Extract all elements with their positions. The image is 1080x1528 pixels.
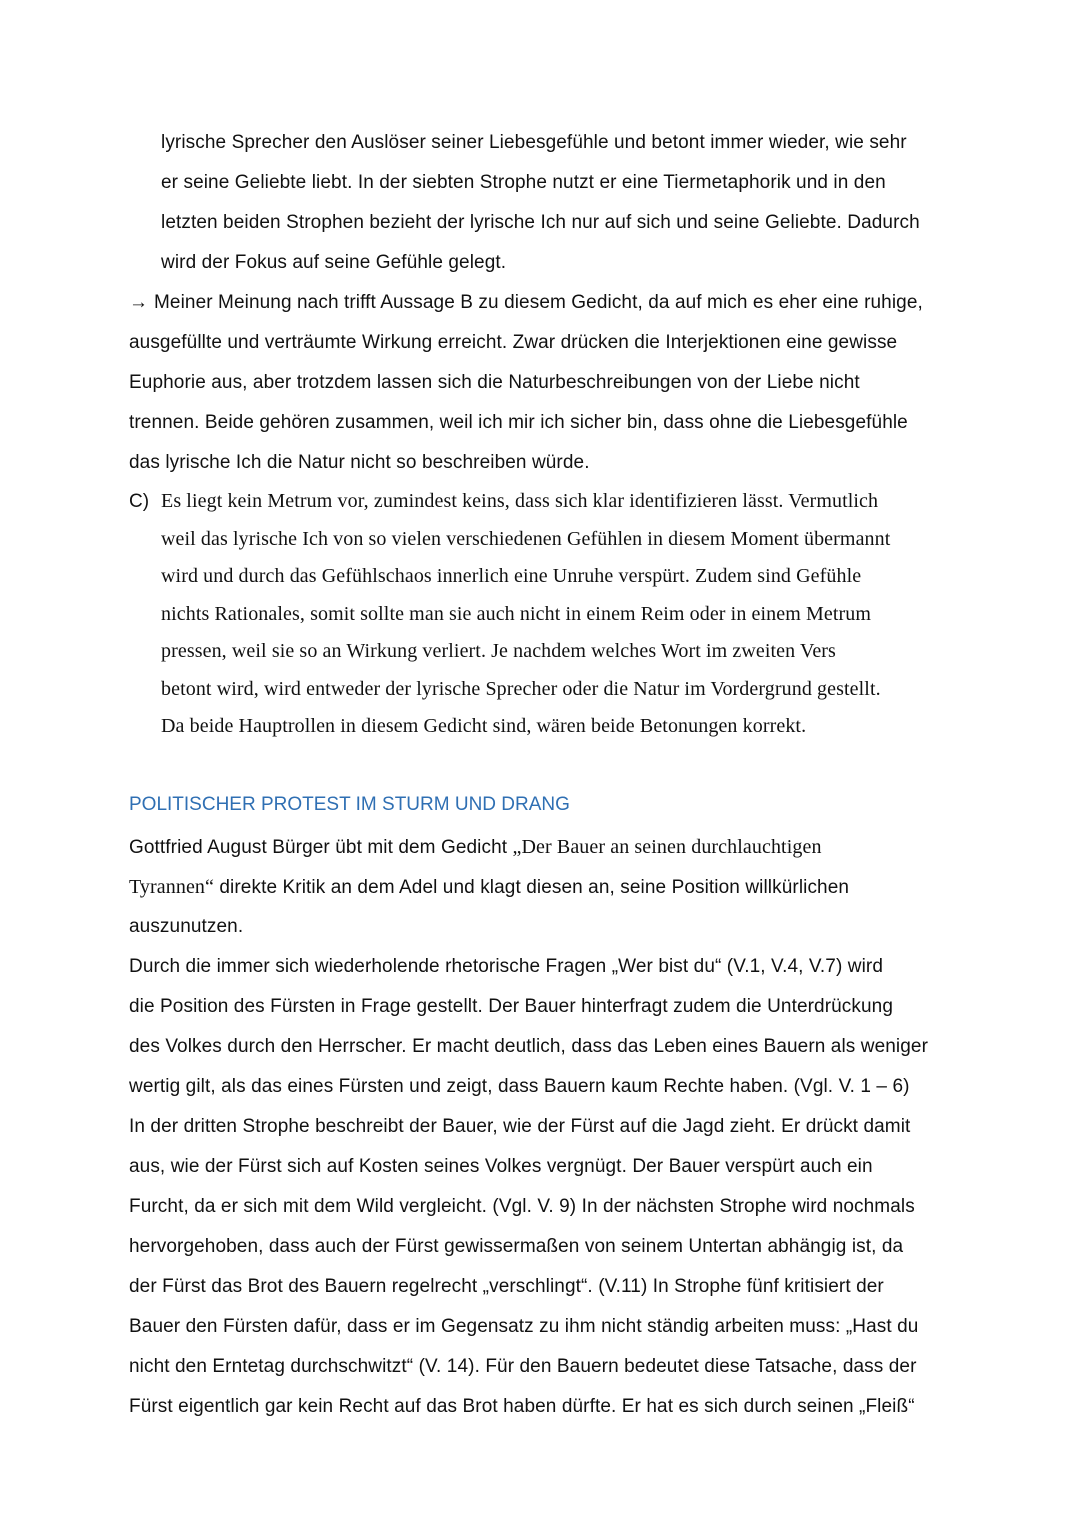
paragraph-line: pressen, weil sie so an Wirkung verliert. Je nachdem welches Wort im zweiten Vers xyxy=(161,640,836,662)
paragraph-line: Bauer den Fürsten dafür, dass er im Gegensatz zu ihm nicht ständig arbeiten muss: „Hast du xyxy=(129,1316,919,1337)
paragraph-line: Durch die immer sich wiederholende rhetorische Fragen „Wer bist du“ (V.1, V.4, V.7) wird xyxy=(129,956,884,977)
paragraph-line: die Position des Fürsten in Frage gestellt. Der Bauer hinterfragt zudem die Unterdrückung xyxy=(129,996,894,1017)
paragraph-line: betont wird, wird entweder der lyrische Sprecher oder die Natur im Vordergrund gestellt. xyxy=(161,678,881,700)
list-marker: C) xyxy=(129,491,150,512)
paragraph-line: Meiner Meinung nach trifft Aussage B zu diesem Gedicht, da auf mich es eher eine ruhige, xyxy=(154,292,923,313)
paragraph-line: ausgefüllte und verträumte Wirkung erreicht. Zwar drücken die Interjektionen eine gewisse xyxy=(129,332,898,353)
paragraph-line: wertig gilt, als das eines Fürsten und zeigt, dass Bauern kaum Rechte haben. (Vgl. V. 1 – 6) xyxy=(129,1076,910,1097)
poem-title: „Der Bauer an seinen durchlauchtigen xyxy=(512,836,822,858)
paragraph-line: Fürst eigentlich gar kein Recht auf das Brot haben dürfte. Er hat es sich durch seinen „Fleiß“ xyxy=(129,1396,915,1417)
paragraph-line: der Fürst das Brot des Bauern regelrecht „verschlingt“. (V.11) In Strophe fünf kritisiert der xyxy=(129,1276,884,1297)
paragraph-line xyxy=(129,874,849,901)
paragraph-line: lyrische Sprecher den Auslöser seiner Liebesgefühle und betont immer wieder, wie sehr xyxy=(161,132,907,153)
paragraph-line: trennen. Beide gehören zusammen, weil ich mir ich sicher bin, dass ohne die Liebesgefühle xyxy=(129,412,908,433)
paragraph-line: letzten beiden Strophen bezieht der lyrische Ich nur auf sich und seine Geliebte. Dadurch xyxy=(161,212,920,233)
paragraph-line: nichts Rationales, somit sollte man sie auch nicht in einem Reim oder in einem Metrum xyxy=(161,603,872,625)
paragraph-line: des Volkes durch den Herrscher. Er macht deutlich, dass das Leben eines Bauern als weniger xyxy=(129,1036,929,1057)
paragraph-line: auszunutzen. xyxy=(129,916,244,937)
paragraph-line: wird der Fokus auf seine Gefühle gelegt. xyxy=(161,252,507,273)
paragraph-line: nicht den Erntetag durchschwitzt“ (V. 14). Für den Bauern bedeutet diese Tatsache, dass der xyxy=(129,1356,917,1377)
paragraph-line: er seine Geliebte liebt. In der siebten Strophe nutzt er eine Tiermetaphorik und in den xyxy=(161,172,886,193)
paragraph-line: Da beide Hauptrollen in diesem Gedicht sind, wären beide Betonungen korrekt. xyxy=(161,715,807,737)
paragraph-line: das lyrische Ich die Natur nicht so beschreiben würde. xyxy=(129,452,590,473)
paragraph-line xyxy=(129,834,822,861)
intro-text: Gottfried August Bürger übt mit dem Gedicht xyxy=(129,837,513,858)
arrow-icon: → xyxy=(129,292,148,313)
paragraph-line: Es liegt kein Metrum vor, zumindest keins, dass sich klar identifizieren lässt. Vermutlich xyxy=(161,490,879,512)
poem-title: Tyrannen“ xyxy=(129,876,215,898)
section-heading: POLITISCHER PROTEST IM STURM UND DRANG xyxy=(129,794,570,815)
paragraph-line: In der dritten Strophe beschreibt der Bauer, wie der Fürst auf die Jagd zieht. Er drückt damit xyxy=(129,1116,911,1137)
paragraph-line: weil das lyrische Ich von so vielen verschiedenen Gefühlen in diesem Moment übermannt xyxy=(161,528,891,550)
intro-text: direkte Kritik an dem Adel und klagt diesen an, seine Position willkürlichen xyxy=(214,877,850,898)
paragraph-line: wird und durch das Gefühlschaos innerlich eine Unruhe verspürt. Zudem sind Gefühle xyxy=(161,565,862,587)
paragraph-line: aus, wie der Fürst sich auf Kosten seines Volkes vergnügt. Der Bauer verspürt auch ein xyxy=(129,1156,873,1177)
paragraph-line: Euphorie aus, aber trotzdem lassen sich die Naturbeschreibungen von der Liebe nicht xyxy=(129,372,860,393)
paragraph-line: hervorgehoben, dass auch der Fürst gewissermaßen von seinem Untertan abhängig ist, da xyxy=(129,1236,904,1257)
paragraph-line: Furcht, da er sich mit dem Wild vergleicht. (Vgl. V. 9) In der nächsten Strophe wird nochmals xyxy=(129,1196,915,1217)
